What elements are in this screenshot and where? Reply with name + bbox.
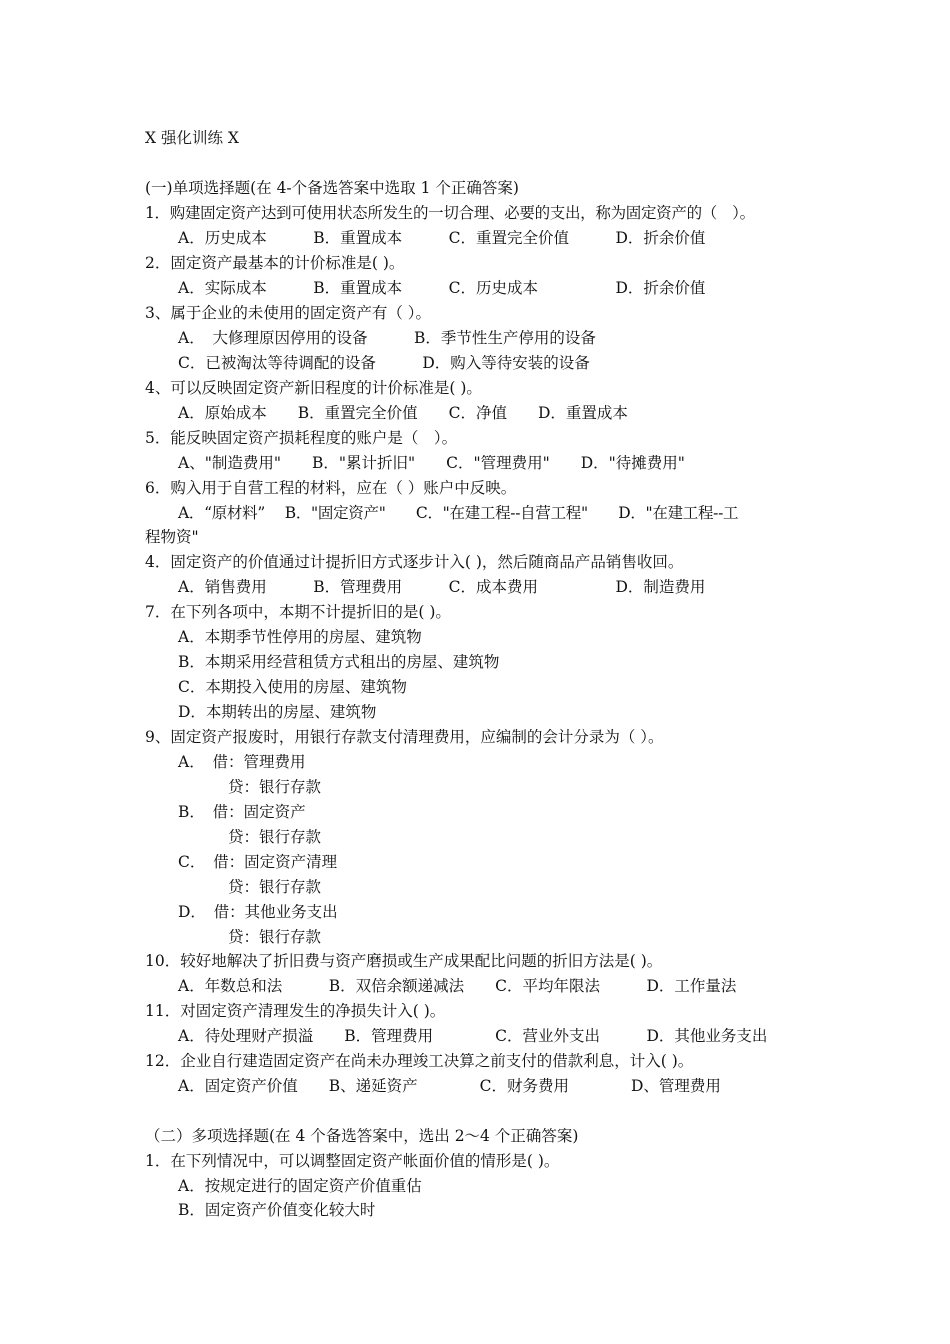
q9-option-a-debit: A． 借：管理费用 xyxy=(178,753,306,771)
q3-stem: 3、属于企业的未使用的固定资产有（ ）。 xyxy=(145,304,432,322)
section2-heading: （二）多项选择题(在 4 个备选答案中，选出 2～4 个正确答案) xyxy=(145,1127,579,1145)
q7-stem: 7．在下列各项中，本期不计提折旧的是( )。 xyxy=(145,603,451,621)
q11-stem: 11．对固定资产清理发生的净损失计入( )。 xyxy=(145,1002,446,1020)
q9-option-a-credit: 贷：银行存款 xyxy=(228,778,322,796)
q9-option-b-credit: 贷：银行存款 xyxy=(228,828,322,846)
q6-options-wrap: 程物资" xyxy=(145,528,199,546)
q3-options-line2: C．已被淘汰等待调配的设备 D．购入等待安装的设备 xyxy=(178,354,590,372)
q7-option-c: C．本期投入使用的房屋、建筑物 xyxy=(178,678,407,696)
q7-option-b: B．本期采用经营租赁方式租出的房屋、建筑物 xyxy=(178,653,500,671)
q7-option-a: A．本期季节性停用的房屋、建筑物 xyxy=(178,628,422,646)
document-title: X 强化训练 X xyxy=(145,129,239,147)
q9-option-d-debit: D． 借：其他业务支出 xyxy=(178,903,338,921)
q3-options-line1: A． 大修理原因停用的设备 B．季节性生产停用的设备 xyxy=(178,329,596,347)
q4-stem: 4、可以反映固定资产新旧程度的计价标准是( )。 xyxy=(145,379,482,397)
section1-heading: (一)单项选择题(在 4-个备选答案中选取 1 个正确答案) xyxy=(145,179,519,197)
m1-stem: 1．在下列情况中，可以调整固定资产帐面价值的情形是( )。 xyxy=(145,1152,560,1170)
q1-options: A．历史成本 B．重置成本 C．重置完全价值 D．折余价值 xyxy=(178,229,706,247)
q9-option-c-debit: C． 借：固定资产清理 xyxy=(178,853,338,871)
q6-options: A．“原材料” B．"固定资产" C．"在建工程--自营工程" D．"在建工程--工 xyxy=(178,504,739,522)
q9-option-d-credit: 贷：银行存款 xyxy=(228,928,322,946)
q4-options: A．原始成本 B．重置完全价值 C．净值 D．重置成本 xyxy=(178,404,628,422)
q9-option-b-debit: B． 借：固定资产 xyxy=(178,803,306,821)
q11-options: A．待处理财产损溢 B．管理费用 C．营业外支出 D．其他业务支出 xyxy=(178,1027,768,1045)
q7-option-d: D．本期转出的房屋、建筑物 xyxy=(178,703,377,721)
q9-stem: 9、固定资产报废时，用银行存款支付清理费用，应编制的会计分录为（ ）。 xyxy=(145,728,664,746)
q2-options: A．实际成本 B．重置成本 C．历史成本 D．折余价值 xyxy=(178,279,706,297)
q5-options: A、"制造费用" B．"累计折旧" C．"管理费用" D．"待摊费用" xyxy=(178,454,685,472)
m1-option-a: A．按规定进行的固定资产价值重估 xyxy=(178,1177,422,1195)
q6-stem: 6．购入用于自营工程的材料，应在（ ）账户中反映。 xyxy=(145,479,517,497)
q12-options: A．固定资产价值 B、递延资产 C．财务费用 D、管理费用 xyxy=(178,1077,721,1095)
m1-option-b: B．固定资产价值变化较大时 xyxy=(178,1201,376,1219)
q7a-stem: 4．固定资产的价值通过计提折旧方式逐步计入( )，然后随商品产品销售收回。 xyxy=(145,553,684,571)
q9-option-c-credit: 贷：银行存款 xyxy=(228,878,322,896)
q10-stem: 10．较好地解决了折旧费与资产磨损或生产成果配比问题的折旧方法是( )。 xyxy=(145,952,663,970)
q5-stem: 5．能反映固定资产损耗程度的账户是（ ）。 xyxy=(145,429,458,447)
q12-stem: 12．企业自行建造固定资产在尚未办理竣工决算之前支付的借款利息，计入( )。 xyxy=(145,1052,694,1070)
q7a-options: A．销售费用 B．管理费用 C．成本费用 D．制造费用 xyxy=(178,578,706,596)
q10-options: A．年数总和法 B．双倍余额递减法 C．平均年限法 D．工作量法 xyxy=(178,977,737,995)
q2-stem: 2．固定资产最基本的计价标准是( )。 xyxy=(145,254,405,272)
q1-stem: 1．购建固定资产达到可使用状态所发生的一切合理、必要的支出，称为固定资产的（ ）。 xyxy=(145,204,755,222)
